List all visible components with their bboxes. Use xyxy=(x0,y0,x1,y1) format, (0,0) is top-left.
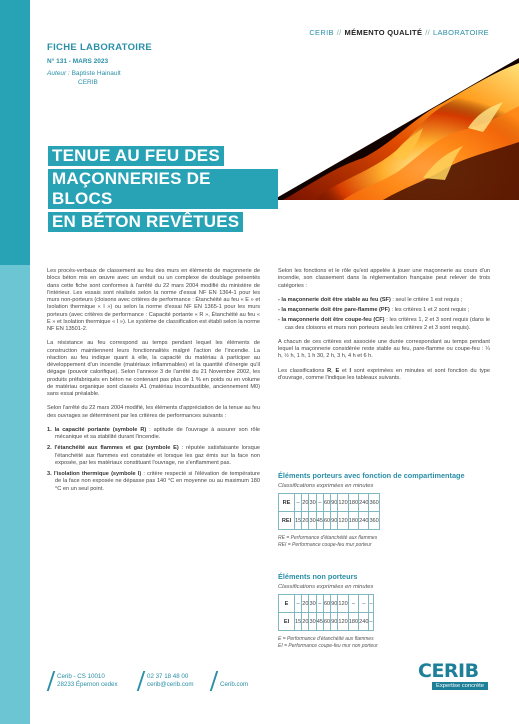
left-color-strip-accent xyxy=(0,0,30,265)
classification-table-load-bearing xyxy=(278,493,380,530)
criterion-lead: 1. la capacité portante (symbole R) xyxy=(47,426,147,433)
table-cell: 60 xyxy=(323,595,330,613)
fiche-author xyxy=(47,70,152,87)
table-cell: 120 xyxy=(338,595,348,613)
table-cell: 90 xyxy=(331,613,338,631)
table-row xyxy=(279,595,374,613)
table-note: E = Performance d'étanchéité aux flammes xyxy=(278,636,374,642)
category-list xyxy=(278,297,490,332)
table-cell: 20 xyxy=(302,494,309,512)
footer-contact xyxy=(147,673,194,689)
paragraph xyxy=(278,368,490,383)
table-cell: – xyxy=(295,595,302,613)
table-cell: – xyxy=(369,613,373,631)
header-separator: // xyxy=(425,28,431,37)
table1-title: Éléments porteurs avec fonction de compartimentage xyxy=(278,471,465,480)
table-cell: 90 xyxy=(331,494,338,512)
table-cell: 30 xyxy=(309,595,316,613)
table-cell: 180 xyxy=(348,494,358,512)
table-cell: 240 xyxy=(359,512,369,530)
text-run: Les classifications xyxy=(278,367,328,374)
footer-slash xyxy=(137,671,145,691)
category-text: : les critères 1, 2 et 3 sont requis (dans le cas des cloisons et murs non porteurs seuls les critères 2 et 3 sont requis). xyxy=(285,317,490,331)
table1-subtitle: Classifications exprimées en minutes xyxy=(278,483,374,489)
footer-address-line: 28233 Épernon cedex xyxy=(57,680,118,688)
table-cell: 120 xyxy=(338,494,348,512)
table2-subtitle: Classifications exprimées en minutes xyxy=(278,584,374,590)
table-row xyxy=(279,494,380,512)
paragraph: La résistance au feu correspond au temps pendant lequel les éléments de construction maintiennent leurs fonctionnalités malgré l'action de l'incendie. La réaction au feu indique quant à elle, la capacité du matériau à participer au développement d'un incendie (matériaux inflammables) et la quantité d'énergie qu'il dégage (pouvoir calorifique). Selon l'annexe 3 de l'arrêté du 21 Novembre 2002, les produits préfabriqués en béton ne contenant pas plus de 1 % en poids ou en volume de matériau organique sont classés A1 (matériau incombustible, anciennement M0) sans essai préalable. xyxy=(47,340,260,397)
text-run: , xyxy=(331,367,336,374)
table-cell: 240 xyxy=(359,494,369,512)
category-text: : seul le critère 1 est requis ; xyxy=(390,296,463,303)
table-cell: 30 xyxy=(309,512,316,530)
author-label: Auteur : xyxy=(47,70,70,77)
table-cell: 45 xyxy=(316,613,323,631)
category-lead: - la maçonnerie doit être stable au feu (SF) xyxy=(278,296,391,303)
table-row xyxy=(279,613,374,631)
table-cell: 120 xyxy=(338,613,348,631)
title-line: MAÇONNERIES DE BLOCS xyxy=(48,169,278,209)
list-item xyxy=(47,445,260,467)
category-lead: - la maçonnerie doit être coupe-feu (CF) xyxy=(278,317,385,324)
table-cell: – xyxy=(348,595,358,613)
criterion-lead: 3. l'isolation thermique (symbole I) xyxy=(47,471,142,477)
title-line: EN BÉTON REVÊTUES xyxy=(48,212,243,232)
table-cell: 120 xyxy=(338,512,348,530)
fiche-number: N° 131 - MARS 2023 xyxy=(47,58,109,65)
classification-table-non-load-bearing xyxy=(278,594,374,631)
table-cell: – xyxy=(316,494,323,512)
criterion-text: : critère respecté si l'élévation de température de la face non exposée ne dépasse pas 140 °C en moyenne ou au maximum 180 °C en un seul point. xyxy=(55,471,260,492)
table-cell: 180 xyxy=(348,512,358,530)
footer-website[interactable]: Cerib.com xyxy=(220,681,249,688)
table-cell: – xyxy=(316,595,323,613)
footer-address xyxy=(57,673,118,689)
header-separator: // xyxy=(336,28,342,37)
table-cell: 240 xyxy=(359,613,369,631)
footer-phone[interactable]: 02 37 18 48 00 xyxy=(147,673,189,680)
row-label: RE xyxy=(279,494,295,512)
footer-slash xyxy=(47,671,55,691)
row-label: REI xyxy=(279,512,295,530)
table-note: RE = Performance d'étanchéité aux flammes xyxy=(278,535,378,541)
table-cell: 45 xyxy=(316,512,323,530)
table-cell: 60 xyxy=(323,613,330,631)
logo-tagline: Expertise concrète xyxy=(432,682,488,690)
category-lead: - la maçonnerie doit être pare-flamme (PF) xyxy=(278,307,390,313)
author-org: CERIB xyxy=(78,78,98,86)
fire-image xyxy=(273,58,519,200)
header-section: LABORATOIRE xyxy=(433,28,489,37)
list-item xyxy=(47,471,260,493)
table-cell: 20 xyxy=(302,613,309,631)
criterion-text: : aptitude de l'ouvrage à assurer son rôle mécanique et sa stabilité durant l'incendie. xyxy=(55,426,260,440)
symbol-e: E xyxy=(335,367,340,374)
table-cell: 30 xyxy=(309,613,316,631)
left-column xyxy=(47,268,260,500)
table-cell: – xyxy=(369,595,373,613)
list-item xyxy=(278,317,490,332)
right-column xyxy=(278,268,490,389)
author-name: Baptiste Hainault xyxy=(71,70,121,77)
paragraph: Selon les fonctions et le rôle qu'est appelée à jouer une maçonnerie au cours d'un incendie, son classement dans la réglementation française peut relever de trois catégories : xyxy=(278,268,490,289)
row-label: EI xyxy=(279,613,295,631)
footer-address-line: Cerib - CS 10010 xyxy=(57,673,105,680)
symbol-i: I xyxy=(349,367,352,374)
list-item xyxy=(278,307,490,314)
table-cell: – xyxy=(359,595,369,613)
paragraph: A chacun de ces critères est associée une durée correspondant au temps pendant lequel la maçonnerie considérée reste stable au feu, pare-flamme ou coupe-feu : ¼ h, ½ h, 1 h, 1 h 30, 2 h, 3 h, 4 h et 6 h. xyxy=(278,338,490,360)
criteria-list xyxy=(47,427,260,493)
page-title xyxy=(48,146,278,235)
table-cell: 180 xyxy=(348,613,358,631)
row-label: E xyxy=(279,595,295,613)
category-text: : les critères 1 et 2 sont requis ; xyxy=(389,307,470,313)
list-item xyxy=(278,297,490,304)
table-note: EI = Performance coupe-feu mur non porteur xyxy=(278,642,378,649)
table-cell: 90 xyxy=(331,595,338,613)
table-cell: 30 xyxy=(309,494,316,512)
table-note: REI = Performance coupe-feu mur porteur xyxy=(278,541,372,548)
cerib-logo xyxy=(418,660,492,694)
fiche-title: FICHE LABORATOIRE xyxy=(47,42,153,53)
footer-email[interactable]: cerib@cerib.com xyxy=(147,680,194,688)
criterion-text: : réputée satisfaisante lorsque l'étanchéité aux flammes est constatée et lorsque les gaz émis sur la face non exposée, par les matériaux constituant l'ouvrage, ne s'enflamment pas. xyxy=(55,445,260,466)
text-run: et xyxy=(339,367,350,374)
table-cell: – xyxy=(295,494,302,512)
fiche-info xyxy=(47,42,152,87)
paragraph: Selon l'arrêté du 22 mars 2004 modifié, les éléments d'appréciation de la tenue au feu des ouvrages se déterminent par les critères de performances suivants : xyxy=(47,405,260,419)
table-cell: 360 xyxy=(369,512,379,530)
table-cell: 15 xyxy=(295,613,302,631)
header-breadcrumb xyxy=(309,28,489,37)
table-cell: 60 xyxy=(323,494,330,512)
symbol-r: R xyxy=(327,367,332,374)
table-cell: 90 xyxy=(331,512,338,530)
header-doc-type: MÉMENTO QUALITÉ xyxy=(344,28,423,37)
criterion-lead: 2. l'étanchéité aux flammes et gaz (symbole E) xyxy=(47,445,179,452)
title-line: TENUE AU FEU DES xyxy=(48,146,224,166)
table-row xyxy=(279,512,380,530)
list-item xyxy=(47,427,260,442)
table-cell: 60 xyxy=(323,512,330,530)
table1-notes xyxy=(278,535,377,548)
table2-notes xyxy=(278,636,378,649)
table-cell: 20 xyxy=(302,512,309,530)
table-cell: 15 xyxy=(295,512,302,530)
paragraph: Les procès-verbaux de classement au feu des murs en éléments de maçonnerie de blocs béton mis en œuvre avec un enduit ou un complexe de doublage présentés dans cette fiche sont conformes à l'arrêté du 22 mars 2004 modifié du ministère de l'intérieur. Les essais sont réalisés selon la norme d'essai NF EN 1364-1 pour les murs non-porteurs (cloisons avec critères de performance : Étanchéité au feu « E » et Isolation thermique « I ») ou selon la norme d'essai NF EN 1365-1 pour les murs porteurs (avec critères de performance : Capacité portante « R », Étanchéité au feu « E » et Isolation thermique « I »). Le système de classification est établi selon la norme NF EN 13501-2. xyxy=(47,268,260,332)
logo-text: CERIB xyxy=(418,660,479,682)
footer-slash xyxy=(210,671,218,691)
table-cell: 20 xyxy=(302,595,309,613)
text-run: sont exprimées en minutes et sont fonction du type d'ouvrage, comme l'indique les tableaux suivants. xyxy=(278,367,491,381)
table2-title: Éléments non porteurs xyxy=(278,572,358,581)
header-org: CERIB xyxy=(309,28,334,37)
table-cell: 360 xyxy=(369,494,379,512)
